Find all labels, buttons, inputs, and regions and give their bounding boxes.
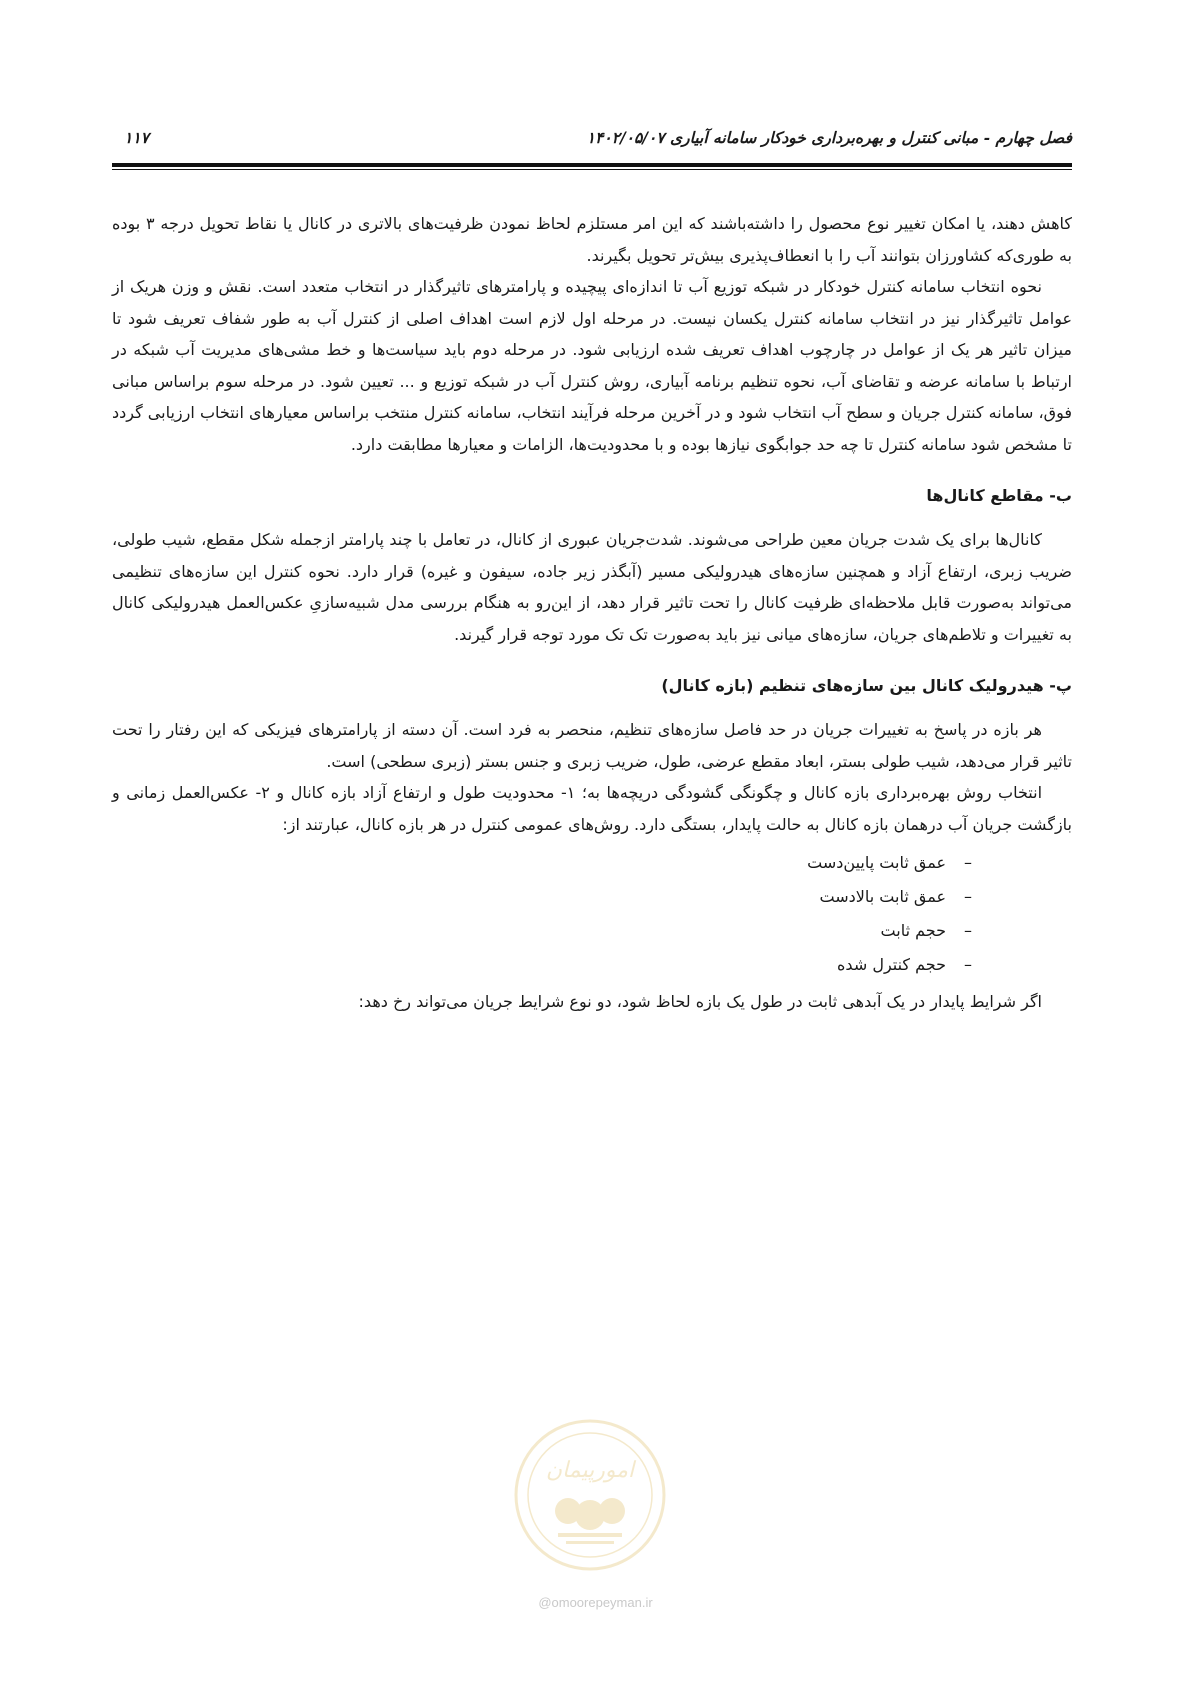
chapter-title: فصل چهارم - مبانی کنترل و بهره‌برداری خودکار سامانه آبیاری ۱۴۰۲/۰۵/۰۷ bbox=[586, 128, 1072, 147]
list-item-text: حجم کنترل شده bbox=[837, 955, 946, 974]
section-p-paragraph-2: انتخاب روش بهره‌برداری بازه کانال و چگونگی گشودگی دریچه‌ها به؛ ۱- محدودیت طول و ارتفاع آزاد بازه کانال و ۲- عکس‌العمل زمانی و بازگشت جریان آب درهمان بازه کانال به حالت پایدار، بستگی دارد. روش‌های عمومی کنترل در هر بازه کانال، عبارتند از: bbox=[112, 783, 1072, 834]
watermark-logo-icon bbox=[510, 1415, 670, 1575]
list-dash: – bbox=[964, 921, 972, 940]
list-item bbox=[112, 914, 972, 948]
list-item-text: عمق ثابت بالادست bbox=[819, 887, 946, 906]
list-dash: – bbox=[964, 955, 972, 974]
paragraph-intro-1: کاهش دهند، یا امکان تغییر نوع محصول را داشته‌باشند که این امر مستلزم لحاظ نمودن ظرفیت‌های بالاتری در کانال یا نقاط تحویل درجه ۳ بوده به طوری‌که کشاورزان بتوانند آب را با انعطاف‌پذیری بیش‌تر تحویل بگیرند. bbox=[112, 214, 1073, 265]
page-body bbox=[112, 208, 1072, 1018]
section-b-paragraph: کانال‌ها برای یک شدت جریان معین طراحی می‌شوند. شدت‌جریان عبوری از کانال، در تعامل با چند پارامتر ازجمله شکل مقطع، شیب طولی، ضریب زبری، ارتفاع آزاد و همچنین سازه‌های هیدرولیکی مسیر (آبگذر زیر جاده، سیفون و غیره) قرار دارد. نحوه کنترل این سازه‌های تنظیمی می‌تواند به‌صورت قابل ملاحظه‌ای ظرفیت کانال را تحت تاثیر قرار دهد، از این‌رو به هنگام بررسی مدل شبیه‌سازیِ عکس‌العمل هیدرولیکی کانال به تغییرات و تلاطم‌های جریان، سازه‌های میانی نیز باید به‌صورت تک تک مورد توجه قرار گیرند. bbox=[112, 530, 1072, 644]
section-p-paragraph-1: هر بازه در پاسخ به تغییرات جریان در حد فاصل سازه‌های تنظیم، منحصر به فرد است. آن دسته از پارامترهای فیزیکی که این رفتار را تحت تاثیر قرار می‌دهد، شیب طولی بستر، ابعاد مقطع عرضی، طول، ضریب زبری و جنس بستر (زبری سطحی) است. bbox=[112, 720, 1072, 771]
section-b-heading: ب- مقاطع کانال‌ها bbox=[926, 486, 1072, 505]
watermark-site: @omoorepeyman.ir bbox=[538, 1595, 653, 1610]
page-header bbox=[112, 128, 1072, 158]
list-item bbox=[112, 846, 972, 880]
control-methods-list bbox=[112, 846, 1072, 982]
list-item-text: عمق ثابت پایین‌دست bbox=[807, 853, 946, 872]
section-p-heading: پ- هیدرولیک کانال بین سازه‌های تنظیم (بازه کانال) bbox=[661, 676, 1072, 695]
list-dash: – bbox=[964, 853, 972, 872]
list-item bbox=[112, 880, 972, 914]
page-number: ۱۱۷ bbox=[124, 128, 149, 147]
watermark-logo-text: امورپیمان bbox=[545, 1458, 635, 1483]
header-rule-thin bbox=[112, 169, 1072, 170]
paragraph-intro-2: نحوه انتخاب سامانه کنترل خودکار در شبکه توزیع آب تا اندازه‌ای پیچیده و پارامترهای تاثیرگذار در انتخاب متعدد است. نقش و وزن هریک از عوامل تاثیرگذار نیز در انتخاب سامانه کنترل یکسان نیست. در مرحله اول لازم است اهداف اصلی از کنترل آب به طور شفاف تعریف شود تا میزان تاثیر هر یک از عوامل در چارچوب اهداف تعریف شده ارزیابی شود. در مرحله دوم باید سیاست‌ها و خط مشی‌های مدیریت آب شبکه در ارتباط با سامانه عرضه و تقاضای آب، نحوه تنظیم برنامه آبیاری، روش کنترل آب در شبکه توزیع و ... تعیین شود. در مرحله سوم براساس مبانی فوق، سامانه کنترل جریان و سطح آب انتخاب شود و در آخرین مرحله فرآیند انتخاب، سامانه کنترل منتخب براساس معیارهای انتخاب ارزیابی گردد تا مشخص شود سامانه کنترل تا چه حد جوابگوی نیازها بوده و با محدودیت‌ها، الزامات و معیارها مطابقت دارد. bbox=[112, 277, 1072, 454]
list-item bbox=[112, 948, 972, 982]
list-dash: – bbox=[964, 887, 972, 906]
list-item-text: حجم ثابت bbox=[880, 921, 946, 940]
header-rule-thick bbox=[112, 163, 1072, 167]
section-p-closing: اگر شرایط پایدار در یک آبدهی ثابت در طول یک بازه لحاظ شود، دو نوع شرایط جریان می‌تواند رخ دهد: bbox=[358, 992, 1042, 1011]
